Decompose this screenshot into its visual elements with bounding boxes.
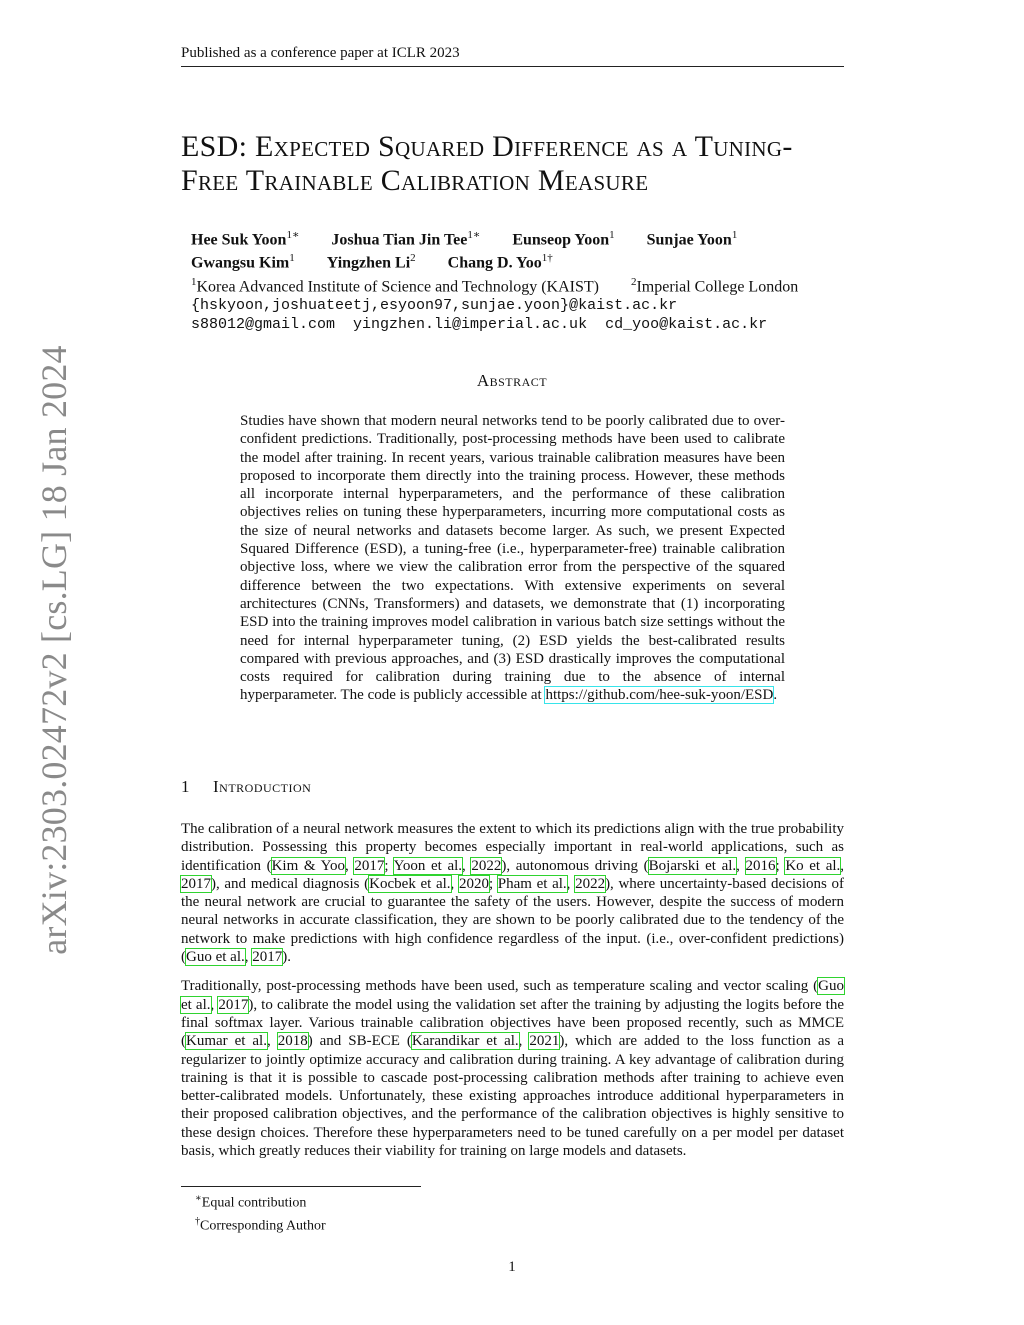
- citation-link[interactable]: Kim & Yoo: [271, 857, 345, 874]
- citation-link[interactable]: 2018: [277, 1033, 308, 1050]
- email-line-2: s88012@gmail.com yingzhen.li@imperial.ac.uk cd_yoo@kaist.ac.kr: [191, 315, 768, 333]
- author-name: Yingzhen Li: [326, 254, 411, 272]
- author-affil-mark: 1†: [541, 252, 553, 265]
- citation-link[interactable]: 2020: [458, 875, 489, 892]
- citation-link[interactable]: 2021: [529, 1033, 560, 1050]
- page-number: 1: [508, 1259, 516, 1275]
- footnotes: [195, 1190, 326, 1235]
- citation-link[interactable]: Bojarski et al.: [648, 857, 737, 874]
- author-block: [191, 226, 841, 334]
- author-name: Gwangsu Kim: [191, 254, 290, 272]
- affiliation-2: Imperial College London: [636, 277, 799, 295]
- author-name: Chang D. Yoo: [447, 254, 542, 272]
- author-affil-mark: 1: [609, 229, 615, 241]
- citation-link[interactable]: 2017: [354, 857, 385, 874]
- citation-link[interactable]: 2017: [252, 949, 283, 966]
- citation-link[interactable]: Ko et al.: [785, 857, 841, 874]
- title-line-2: Free Trainable Calibration Measure: [181, 164, 649, 197]
- citation-link[interactable]: 2017: [181, 875, 211, 892]
- citation-link[interactable]: Guo et al.: [186, 949, 245, 966]
- footnote-1: ∗Equal contribution: [195, 1193, 307, 1211]
- citation-link[interactable]: 2017: [218, 996, 249, 1013]
- affiliation-1: Korea Advanced Institute of Science and Technology (KAIST): [196, 277, 599, 295]
- introduction-body: [181, 820, 844, 1171]
- running-header: Published as a conference paper at ICLR 2023: [181, 45, 460, 61]
- author-name: Joshua Tian Jin Tee: [331, 231, 468, 249]
- citation-link[interactable]: Yoon et al.: [393, 857, 463, 874]
- affiliation-row: [191, 273, 841, 296]
- citation-link[interactable]: Kocbek et al.: [369, 875, 451, 892]
- author-row-2: [191, 249, 841, 272]
- abstract-end: .: [773, 687, 778, 704]
- citation-link[interactable]: Kumar et al.: [186, 1033, 267, 1050]
- author-affil-mark: 1∗: [467, 229, 481, 241]
- header-rule: [181, 66, 844, 67]
- author-name: Hee Suk Yoon: [191, 231, 287, 249]
- paragraph: Traditionally, post-processing methods have been used, such as temperature scaling and vector scaling (Guo et al., 2017), to calibrate the model using the validation set after the training by adjusting the logits before the final softmax layer. Various trainable calibration objectives have been proposed recently, such as MMCE (Kumar et al., 2018) and SB-ECE (Karandikar et al., 2021), which are added to the loss function as a regularizer to jointly optimize accuracy and calibration during training. A key advantage of calibration during training is that it is possible to cascade post-processing calibration methods after training to achieve even better-calibrated models. Unfortunately, these existing approaches introduce additional hyperparameters in their proposed calibration objectives, and the performance of the calibration objectives is highly sensitive to these design choices. Therefore these hyperparameters need to be tuned carefully on a per model per dataset basis, which greatly reduces their viability for training on large models and datasets.: [181, 978, 845, 1160]
- abstract-heading: Abstract: [476, 371, 548, 390]
- citation-link[interactable]: Guo et al.: [181, 978, 844, 1013]
- author-affil-mark: 1∗: [286, 229, 300, 241]
- author-affil-mark: 2: [410, 252, 416, 265]
- footnote-rule: [181, 1186, 421, 1187]
- citation-link[interactable]: Karandikar et al.: [411, 1033, 519, 1050]
- section-heading: [181, 777, 311, 797]
- paragraph: The calibration of a neural network measures the extent to which its predictions align with the true probability distribution. Possessing this property becomes especially important in real-world applications, such as identification (Kim & Yoo, 2017; Yoon et al., 2022), autonomous driving (Bojarski et al., 2016; Ko et al., 2017), and medical diagnosis (Kocbek et al., 2020; Pham et al., 2022), where uncertainty-based decisions of the neural network are crucial to guarantee the safety of the users. However, despite the success of modern neural networks in accurate classification, they are shown to be poorly calibrated due to the tendency of the network to make predictions with high confidence regardless of the input. (i.e., over-confident predictions) (Guo et al., 2017).: [181, 821, 845, 966]
- footnote-2: †Corresponding Author: [195, 1215, 326, 1234]
- author-name: Eunseop Yoon: [512, 231, 610, 249]
- section-title: Introduction: [213, 777, 312, 796]
- affil-mark: 2: [630, 275, 637, 288]
- paper-title: [181, 130, 861, 198]
- author-affil-mark: 1: [731, 229, 738, 241]
- author-name: Sunjae Yoon: [646, 231, 732, 249]
- arxiv-identifier: arXiv:2303.02472v2 [cs.LG] 18 Jan 2024: [34, 345, 74, 955]
- citation-link[interactable]: Pham et al.: [497, 875, 567, 892]
- abstract-text: Studies have shown that modern neural networks tend to be poorly calibrated due to over-confident predictions. Traditionally, post-processing methods have been used to calibrate the model after training. In recent years, various trainable calibration measures have been proposed to incorporate them directly into the training process. However, these methods all incorporate internal hyperparameters, and the performance of these calibration objectives relies on tuning these hyperparameters, incurring more computational costs as the size of neural networks and datasets become larger. As such, we present Expected Squared Difference (ESD), a tuning-free (i.e., hyperparameter-free) trainable calibration objective loss, where we view the calibration error from the perspective of the squared difference between the two expectations. With extensive experiments on several architectures (CNNs, Transformers) and datasets, we demonstrate that (1) incorporating ESD into the training improves model calibration in various batch size settings without the need for internal hyperparameter tuning, (2) ESD yields the best-calibrated results compared with previous approaches, and (3) ESD drastically improves the computational costs required for calibration during training due to the absence of internal hyperparameter. The code is publicly accessible at: [240, 413, 785, 704]
- abstract-body: [240, 412, 785, 705]
- citation-link[interactable]: 2022: [471, 857, 502, 874]
- author-affil-mark: 1: [289, 252, 295, 265]
- code-link[interactable]: https://github.com/hee-suk-yoon/ESD: [545, 687, 774, 704]
- citation-link[interactable]: 2016: [745, 857, 776, 874]
- email-line-1: {hskyoon,joshuateetj,esyoon97,sunjae.yoon}@kaist.ac.kr: [191, 296, 678, 314]
- title-line-1: ESD: Expected Squared Difference as a Tuning-: [181, 130, 793, 163]
- affil-mark: 1: [191, 275, 197, 288]
- author-row-1: [191, 226, 841, 249]
- section-number: 1: [181, 777, 190, 796]
- citation-link[interactable]: 2022: [575, 875, 606, 892]
